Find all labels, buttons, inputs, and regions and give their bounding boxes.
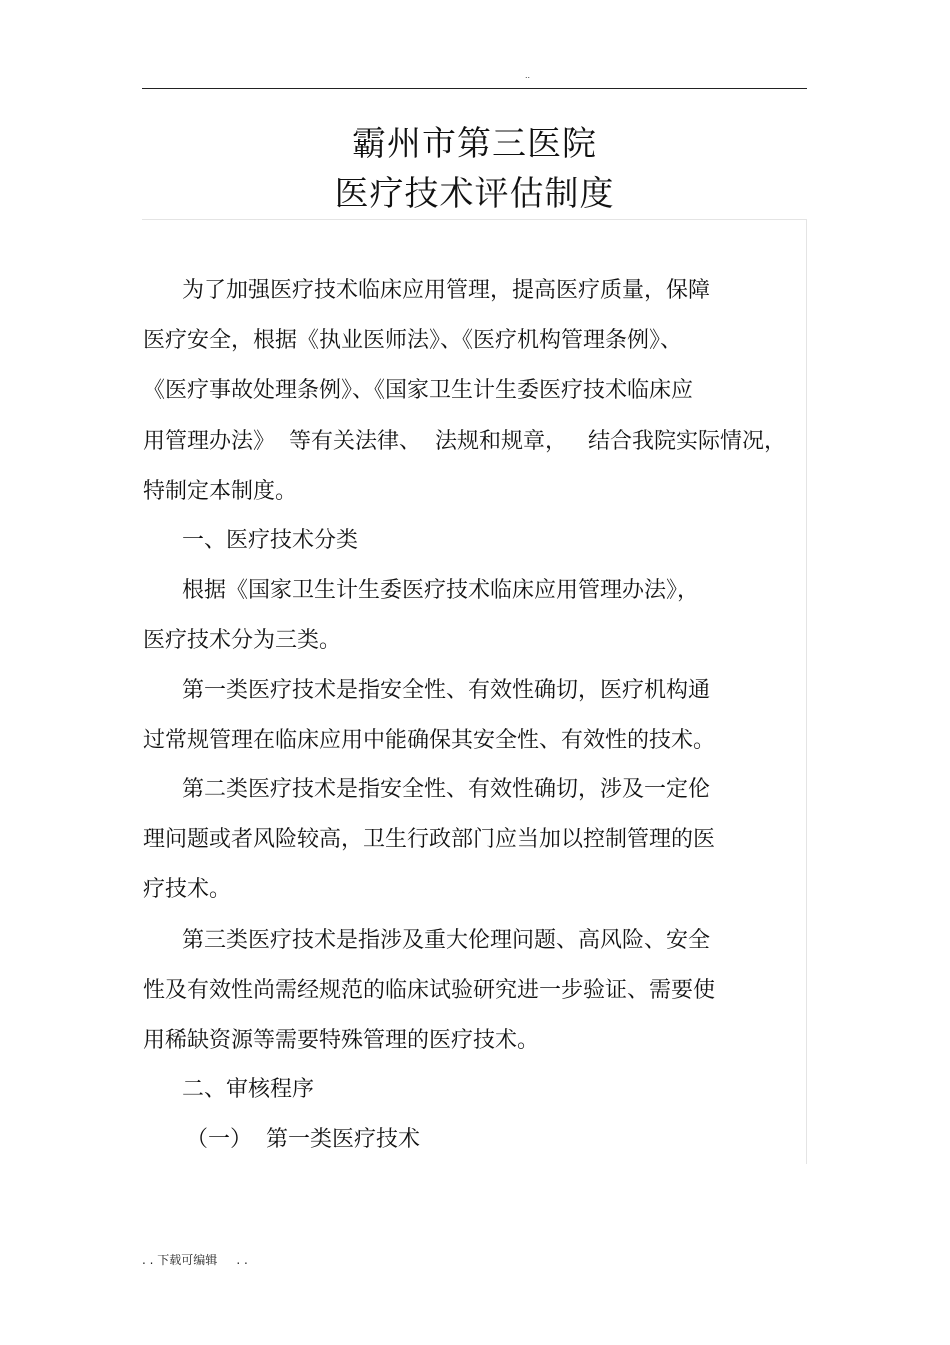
paragraph-line: 过常规管理在临床应用中能确保其安全性、有效性的技术。 [143, 728, 716, 753]
paragraph-line: 《医疗事故处理条例》、《国家卫生计生委医疗技术临床应 [143, 378, 694, 403]
section-heading: 二、审核程序 [182, 1077, 315, 1102]
paragraph-line: 医疗技术分为三类。 [143, 628, 342, 653]
paragraph-line: 第一类医疗技术是指安全性、有效性确切，医疗机构通 [182, 678, 711, 703]
section-heading: 一、医疗技术分类 [182, 528, 359, 553]
paragraph-line: 理问题或者风险较高，卫生行政部门应当加以控制管理的医 [143, 827, 716, 852]
page-title-document: 医疗技术评估制度 [334, 174, 615, 214]
paragraph-line: 第二类医疗技术是指安全性、有效性确切，涉及一定伦 [182, 777, 711, 802]
content-frame-top [142, 219, 807, 220]
paragraph-line: 第三类医疗技术是指涉及重大伦理问题、高风险、安全 [182, 928, 711, 953]
header-rule [142, 88, 807, 89]
paragraph-line: 根据《国家卫生计生委医疗技术临床应用管理办法》， [182, 578, 700, 603]
paragraph-line: 医疗安全，根据《执业医师法》、《医疗机构管理条例》、 [143, 328, 683, 353]
paragraph-line: 性及有效性尚需经规范的临床试验研究进一步验证、需要使 [143, 978, 716, 1003]
paragraph-line: 用稀缺资源等需要特殊管理的医疗技术。 [143, 1028, 540, 1053]
paragraph-line: 用管理办法》 等有关法律、 法规和规章， 结合我院实际情况， [143, 429, 786, 454]
header-mark: .. [525, 70, 531, 80]
paragraph-line: 疗技术。 [143, 877, 232, 902]
page-title-hospital: 霸州市第三医院 [352, 124, 597, 164]
content-frame-right [806, 219, 807, 1164]
paragraph-line: 特制定本制度。 [143, 479, 298, 504]
paragraph-line: 为了加强医疗技术临床应用管理，提高医疗质量，保障 [182, 278, 711, 303]
footer-text: . . 下载可编辑 . . [142, 1253, 248, 1267]
subsection-heading: （一） 第一类医疗技术 [186, 1127, 420, 1152]
